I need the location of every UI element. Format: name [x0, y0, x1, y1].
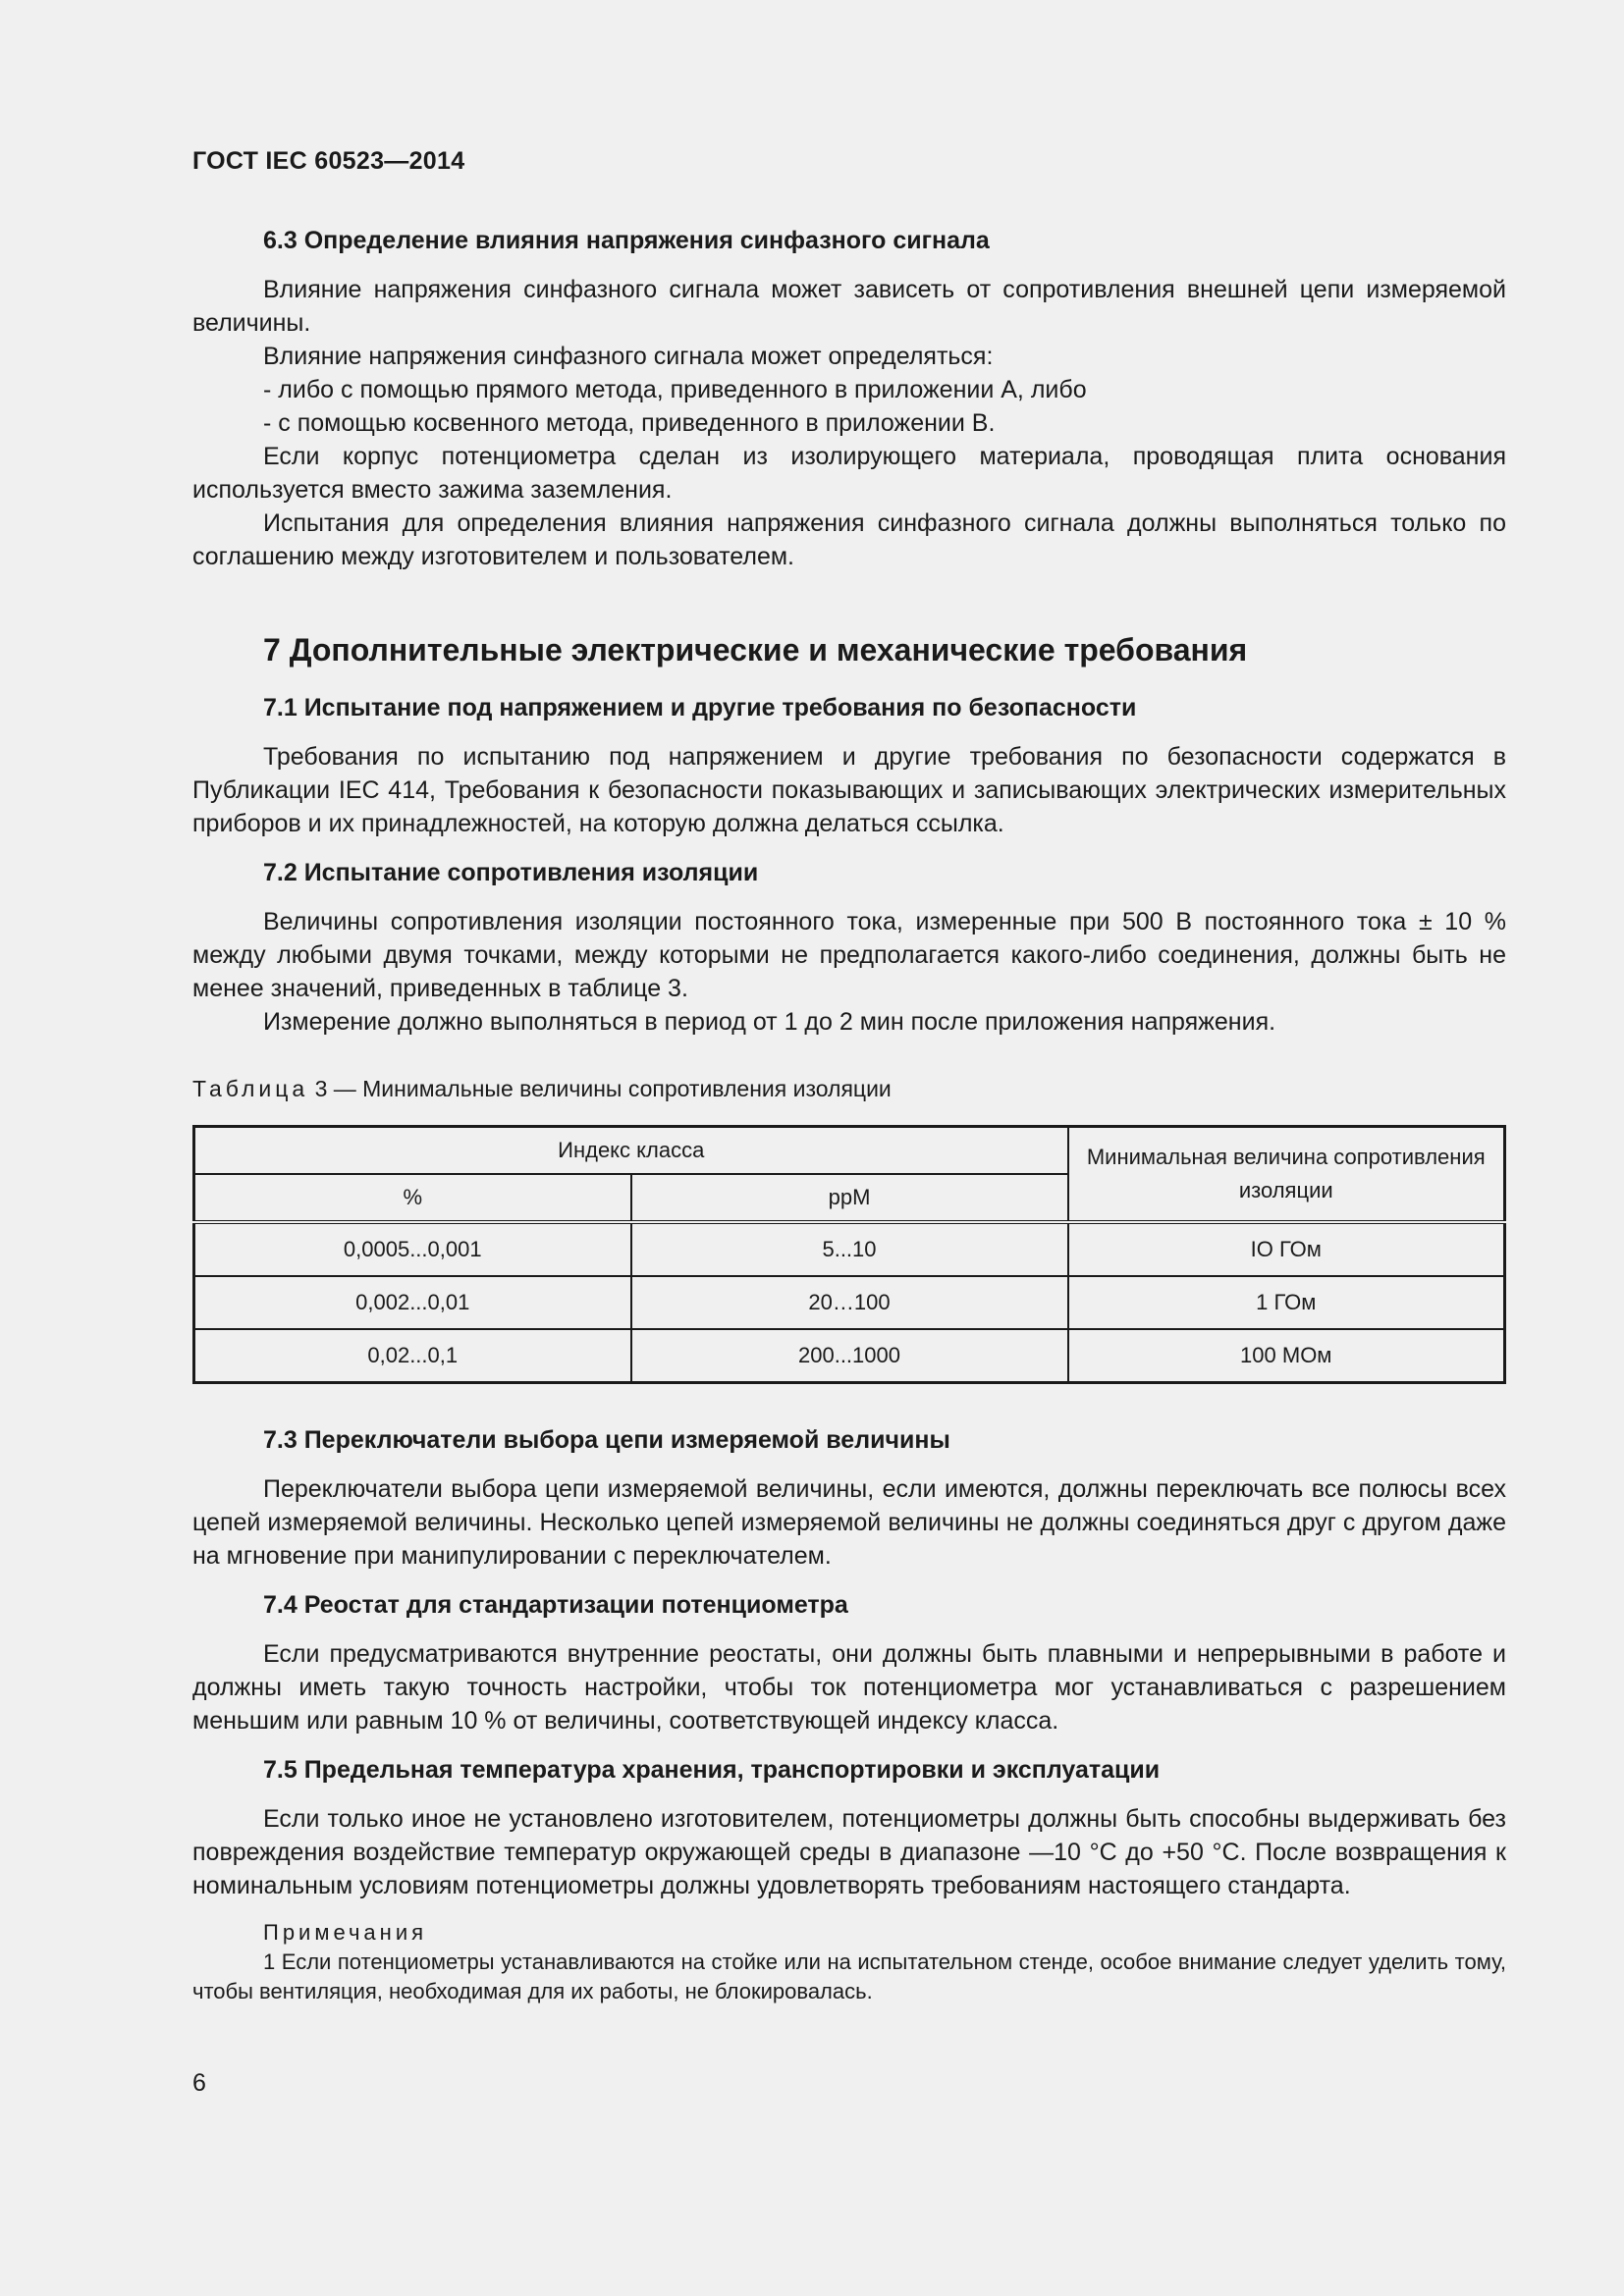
table-row [194, 1329, 1505, 1383]
paragraph: Если корпус потенциометра сделан из изолирующего материала, проводящая плита основания используется вместо зажима заземления. [192, 443, 1506, 504]
paragraph: Испытания для определения влияния напряжения синфазного сигнала должны выполняться только по соглашению между изготовителем и пользователем. [192, 509, 1506, 570]
cell-resistance: 100 МОм [1068, 1329, 1505, 1383]
document-body [192, 224, 1506, 2006]
page-number: 6 [192, 2069, 206, 2097]
section-7-3 [192, 1423, 1506, 1573]
list-item: - либо с помощью прямого метода, приведенного в приложении А, либо [263, 376, 1087, 403]
table-caption [192, 1072, 1506, 1105]
header-ppm: ppM [631, 1174, 1068, 1222]
header-min-resistance: Минимальная величина сопротивления изоляции [1068, 1127, 1505, 1223]
document-header: ГОСТ IEC 60523—2014 [192, 147, 465, 175]
section-7-4-title: 7.4 Реостат для стандартизации потенциометра [263, 1591, 848, 1619]
paragraph: Переключатели выбора цепи измеряемой величины, если имеются, должны переключать все полюсы всех цепей измеряемой величины. Несколько цепей измеряемой величины не должны соединяться друг с другом даже на мгновение при манипулировании с переключателем. [192, 1475, 1506, 1570]
header-class-index: Индекс класса [194, 1127, 1068, 1175]
cell-resistance: 1 ГОм [1068, 1276, 1505, 1329]
cell-ppm: 20…100 [631, 1276, 1068, 1329]
section-7-title: 7 Дополнительные электрические и механические требования [263, 632, 1248, 667]
table-row [194, 1222, 1505, 1276]
cell-percent: 0,02...0,1 [194, 1329, 631, 1383]
insulation-resistance-table [192, 1125, 1506, 1384]
section-7-1-title: 7.1 Испытание под напряжением и другие требования по безопасности [263, 694, 1137, 721]
cell-percent: 0,002...0,01 [194, 1276, 631, 1329]
paragraph: Требования по испытанию под напряжением и другие требования по безопасности содержатся в Публикации IEC 414, Требования к безопасности показывающих и записывающих электрических измерительных приборов и их принадлежностей, на которую должна делаться ссылка. [192, 743, 1506, 837]
paragraph: Если только иное не установлено изготовителем, потенциометры должны быть способны выдерживать без повреждения воздействие температур окружающей среды в диапазоне —10 °С до +50 °С. После возвращения к номинальным условиям потенциометры должны удовлетворять требованиям настоящего стандарта. [192, 1805, 1506, 1899]
table-caption-label: Таблица [192, 1076, 309, 1101]
section-7-2-title: 7.2 Испытание сопротивления изоляции [263, 859, 759, 886]
section-6-3 [192, 224, 1506, 573]
note-1: 1 Если потенциометры устанавливаются на стойке или на испытательном стенде, особое внимание следует уделить тому, чтобы вентиляция, необходимая для их работы, не блокировалась. [192, 1949, 1506, 2003]
paragraph: Величины сопротивления изоляции постоянного тока, измеренные при 500 В постоянного тока ± 10 % между любыми двумя точками, между которыми не предполагается какого-либо соединения, должны быть не менее значений, приведенных в таблице 3. [192, 908, 1506, 1002]
paragraph: Влияние напряжения синфазного сигнала может определяться: [263, 343, 994, 370]
header-percent: % [194, 1174, 631, 1222]
list-item: - с помощью косвенного метода, приведенного в приложении В. [263, 409, 996, 437]
notes [192, 1918, 1506, 2006]
section-7-5-title: 7.5 Предельная температура хранения, транспортировки и эксплуатации [263, 1756, 1161, 1784]
cell-ppm: 200...1000 [631, 1329, 1068, 1383]
notes-label: Примечания [263, 1920, 428, 1945]
section-7-1 [192, 691, 1506, 840]
cell-ppm: 5...10 [631, 1222, 1068, 1276]
section-7-3-title: 7.3 Переключатели выбора цепи измеряемой величины [263, 1426, 950, 1454]
cell-resistance: IO ГОм [1068, 1222, 1505, 1276]
table-caption-text: 3 — Минимальные величины сопротивления изоляции [314, 1076, 892, 1101]
section-7-2 [192, 856, 1506, 1039]
paragraph: Влияние напряжения синфазного сигнала может зависеть от сопротивления внешней цепи измеряемой величины. [192, 276, 1506, 337]
table-row [194, 1276, 1505, 1329]
paragraph: Измерение должно выполняться в период от 1 до 2 мин после приложения напряжения. [263, 1008, 1276, 1036]
cell-percent: 0,0005...0,001 [194, 1222, 631, 1276]
section-7-4 [192, 1588, 1506, 1737]
section-6-3-title: 6.3 Определение влияния напряжения синфазного сигнала [263, 227, 990, 254]
section-7-5 [192, 1753, 1506, 1902]
paragraph: Если предусматриваются внутренние реостаты, они должны быть плавными и непрерывными в работе и должны иметь такую точность настройки, чтобы ток потенциометра мог устанавливаться с разрешением меньшим или равным 10 % от величины, соответствующей индексу класса. [192, 1640, 1506, 1735]
